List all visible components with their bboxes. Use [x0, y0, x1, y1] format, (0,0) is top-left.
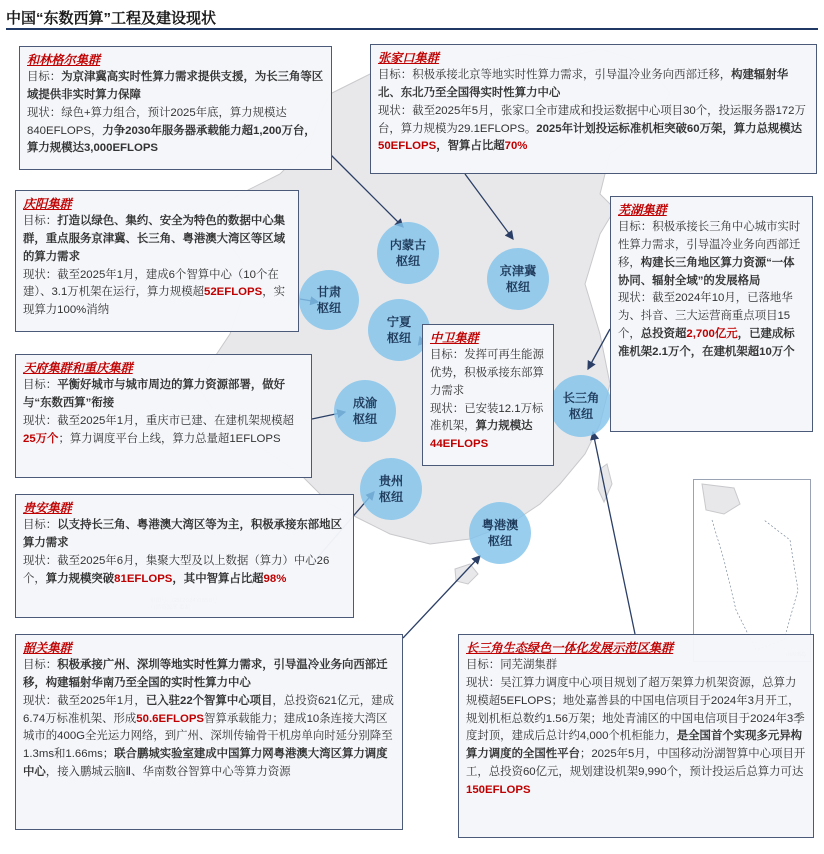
goal-text: 目标：为京津冀高实时性算力需求提供支援，为长三角等区域提供非实时算力保障 — [27, 71, 324, 102]
card-title: 和林格尔集群 — [27, 53, 101, 67]
card-qingyang — [15, 190, 299, 332]
goal-text: 目标：打造以绿色、集约、安全为特色的数据中心集群，重点服务京津冀、长三角、粤港澳大湾区等区域的算力需求 — [23, 215, 286, 263]
taiwan-shape — [598, 464, 612, 502]
card-title: 韶关集群 — [23, 641, 72, 655]
arrow-csj-demo — [593, 432, 635, 634]
hub-chengyu: 成渝 枢纽 — [334, 380, 396, 442]
status-text: 现状：截至2024年10月，已落地华为、抖音、三大运营商重点项目15个，总投资超2,700亿元，已建成标准机架2.1万个，在建机架超10万个 — [618, 292, 795, 358]
card-csj-demo-zone — [458, 634, 814, 838]
goal-text: 目标：积极承接广州、深圳等地实时性算力需求，引导温冷业务向西部迁移，构建辐射华南乃至全国的实时性算力中心 — [23, 659, 388, 690]
card-title: 庆阳集群 — [23, 197, 72, 211]
page-title: 中国“东数西算”工程及建设现状 — [6, 4, 818, 30]
status-text: 现状：绿色+算力组合，预计2025年底，算力规模达 840EFLOPS，力争2030年服务器承载能力超1,200万台，算力规模达3,000EFLOPS — [27, 106, 316, 155]
status-text: 现状：截至2025年1月，已入驻22个智算中心项目，总投资621亿元，建成6.74万标准机架、形成50.6EFLOPS智算承载能力；建成10条连接大湾区城市的400G全光运力网络，到广州、深圳传输骨干机房单向时延分别降至1.3ms和1.66ms；联合鹏城实验室建成中国算力网粤港澳大湾区算力调度中心，接入鹏城云脑Ⅱ、华南数谷智算中心等算力资源 — [23, 694, 394, 778]
card-title: 中卫集群 — [430, 331, 479, 345]
arrow-shaoguan — [403, 556, 480, 638]
status-text: 现状：截至2025年5月，张家口全市建成和投运数据中心项目30个，投运服务器172万台，算力规模为29.1EFLOPS。2025年计划投运标准机柜突破60万架，算力总规模达50EFLOPS，智算占比超70% — [378, 104, 806, 153]
status-text: 现状：截至2025年1月，建成6个智算中心（10个在建）、3.1万机架在运行，算力规模超52EFLOPS，实现算力100%消纳 — [23, 268, 286, 317]
hainan-shape — [455, 564, 478, 584]
hub-changsanjiao: 长三角 枢纽 — [550, 375, 612, 437]
hub-jingjinji: 京津冀 枢纽 — [487, 248, 549, 310]
card-zhongwei — [422, 324, 554, 466]
card-title: 天府集群和重庆集群 — [23, 361, 133, 375]
card-guian — [15, 494, 354, 618]
status-text: 现状：吴江算力调度中心项目规划了超万架算力机架资源，总算力规模超5EFLOPS；地处嘉善县的中国电信项目于2024年3月开工，规划机柜总数约1.56万架；地处青浦区的中国电信项目于2024年3季度封顶，建成后总计约4,000个机柜能力，是全国首个实现多元异构算力调度的全国性平台；2025年5月，中国移动汾湖智算中心项目开工，总投资60亿元，规划建设机架9,990个，预计投运后总算力可达150EFLOPS — [466, 677, 806, 796]
status-text: 现状：已安装12.1万标准机架，算力规模达44EFLOPS — [430, 402, 544, 451]
hub-yuegangao: 粤港澳 枢纽 — [469, 502, 531, 564]
goal-text: 目标：发挥可再生能源优势，积极承接东部算力需求 — [430, 349, 544, 397]
card-title: 贵安集群 — [23, 501, 72, 515]
card-title: 芜湖集群 — [618, 203, 667, 217]
goal-text: 目标：积极承接长三角中心城市实时性算力需求，引导温冷业务向西部迁移，构建长三角地区算力资源“一体协同、辐射全域”的发展格局 — [618, 221, 801, 287]
goal-text: 目标：同芜湖集群 — [466, 659, 558, 672]
china-map-area — [0, 34, 824, 854]
card-shaoguan — [15, 634, 403, 830]
card-zhangjiakou — [370, 44, 817, 174]
hub-gansu: 甘肃 枢纽 — [299, 270, 359, 330]
hub-neimenggu: 内蒙古 枢纽 — [377, 222, 439, 284]
card-title: 张家口集群 — [378, 51, 439, 65]
hub-guizhou: 贵州 枢纽 — [360, 458, 422, 520]
goal-text: 目标：平衡好城市与城市周边的算力资源部署，做好与“东数西算”衔接 — [23, 379, 286, 410]
goal-text: 目标：以支持长三角、粤港澳大湾区等为主，积极承接东部地区算力需求 — [23, 519, 342, 550]
goal-text: 目标：积极承接北京等地实时性算力需求，引导温冷业务向西部迁移，构建辐射华北、东北乃至全国得实时性算力中心 — [378, 69, 789, 100]
card-helingeer — [19, 46, 332, 170]
hub-ningxia: 宁夏 枢纽 — [368, 299, 430, 361]
status-text: 现状：截至2025年6月，集聚大型及以上数据（算力）中心26个，算力规模突破81EFLOPS，其中智算占比超98% — [23, 554, 330, 585]
card-wuhu — [610, 196, 813, 432]
card-title: 长三角生态绿色一体化发展示范区集群 — [466, 641, 674, 655]
status-text: 现状：截至2025年1月，重庆市已建、在建机架规模超25万个；算力调度平台上线，算力总量超1EFLOPS — [23, 414, 294, 445]
card-tianfu-chongqing — [15, 354, 312, 478]
